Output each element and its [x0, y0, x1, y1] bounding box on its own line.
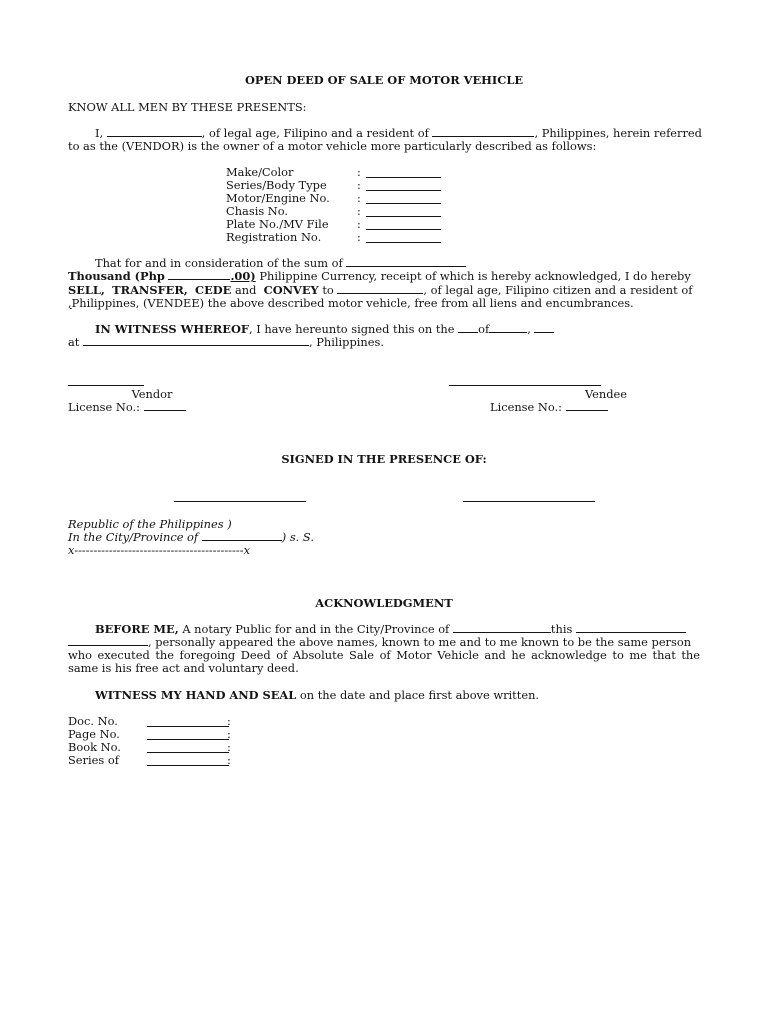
transfer-word: TRANSFER,: [112, 283, 188, 297]
vendor-license: [68, 400, 186, 414]
witness1-signature-line[interactable]: [174, 501, 306, 502]
spec-label: Make/Color: [226, 165, 294, 179]
sell-line: [68, 283, 692, 297]
witness-phil: , Philippines.: [309, 335, 384, 349]
vendor-residence-blank[interactable]: [432, 126, 534, 137]
acknowledgment-heading: ACKNOWLEDGMENT: [315, 596, 453, 610]
spec-colon: :: [357, 204, 361, 218]
para2-l4: Philippines, (VENDEE) the above described motor vehicle, free from all liens and encumbrances.: [71, 296, 634, 310]
venue-city: [68, 530, 314, 544]
witness2-signature-line[interactable]: [463, 501, 595, 502]
intro-heading: KNOW ALL MEN BY THESE PRESENTS:: [68, 100, 307, 114]
series-label: Series of: [68, 753, 119, 767]
spec-blank[interactable]: [366, 177, 441, 178]
notary-date-blank[interactable]: [576, 622, 686, 633]
ack-this: this: [550, 622, 573, 636]
license-blank[interactable]: [144, 400, 186, 411]
hand-seal-line: [95, 688, 539, 702]
ack-line2: [68, 635, 691, 649]
venue-republic: Republic of the Philippines ): [68, 517, 232, 531]
vendor-label: Vendor: [131, 387, 173, 401]
spec-colon: :: [357, 178, 361, 192]
price-blank[interactable]: [168, 269, 230, 280]
spec-label: Motor/Engine No.: [226, 191, 330, 205]
para2-l2-rest: Philippine Currency, receipt of which is hereby acknowledged, I do hereby: [259, 269, 691, 283]
notary-line: [95, 622, 686, 636]
doc-no-label: Doc. No.: [68, 714, 118, 728]
license-blank[interactable]: [566, 400, 608, 411]
witness-hand-seal: WITNESS MY HAND AND SEAL: [95, 688, 297, 702]
witness-rest: , I have hereunto signed this on the: [248, 322, 455, 336]
book-no-blank[interactable]: [147, 752, 229, 753]
para1-l1-b: , of legal age, Filipino and a resident of: [201, 126, 429, 140]
license-label: License No.:: [490, 400, 562, 414]
vendor-name-blank[interactable]: [107, 126, 202, 137]
venue-ss: ) s. S.: [281, 530, 314, 544]
spec-blank[interactable]: [366, 203, 441, 204]
doc-no-colon: :: [227, 714, 231, 728]
venue-city-label: In the City/Province of: [68, 530, 199, 544]
series-colon: :: [227, 753, 231, 767]
witness-line: [95, 322, 554, 336]
place-line: [68, 335, 384, 349]
spec-label: Registration No.: [226, 230, 322, 244]
para1-line2: to as the (VENDOR) is the owner of a motor vehicle more particularly described as follows:: [68, 139, 597, 153]
vendee-signature-line[interactable]: [449, 385, 601, 386]
witness-of: of: [478, 322, 490, 336]
page-no-colon: :: [227, 727, 231, 741]
spec-blank[interactable]: [366, 190, 441, 191]
spec-label: Plate No./MV File: [226, 217, 329, 231]
place-blank[interactable]: [83, 335, 309, 346]
vendor-signature-line[interactable]: [68, 385, 144, 386]
vendor-intro-line: [95, 126, 702, 140]
price-cents: .00): [230, 269, 256, 283]
page-no-blank[interactable]: [147, 739, 229, 740]
witness-whereof: IN WITNESS WHEREOF: [95, 322, 249, 336]
convey-word: CONVEY: [263, 283, 319, 297]
venue-city-blank[interactable]: [202, 530, 282, 541]
thousand-label: Thousand (Php: [68, 269, 165, 283]
before-me: BEFORE ME,: [95, 622, 179, 636]
para2-l1: That for and in consideration of the sum of: [95, 256, 343, 270]
para2-l3-rest: , of legal age, Filipino citizen and a resident of: [423, 283, 693, 297]
notary-city-blank[interactable]: [453, 622, 551, 633]
doc-no-blank[interactable]: [147, 726, 229, 727]
sell-word: SELL,: [68, 283, 105, 297]
vendee-name-blank[interactable]: [337, 283, 423, 294]
year-blank[interactable]: [534, 322, 554, 333]
at-word: at: [68, 335, 80, 349]
ack-line3: who executed the foregoing Deed of Absolute Sale of Motor Vehicle and he acknowledge to me that the: [68, 648, 700, 662]
spec-label: Chasis No.: [226, 204, 289, 218]
hand-rest: on the date and place first above written.: [299, 688, 540, 702]
spec-colon: :: [357, 191, 361, 205]
vendee-residence-blank[interactable]: ,: [68, 296, 72, 310]
to-word: to: [322, 283, 334, 297]
ack-l1-a: A notary Public for and in the City/Province of: [182, 622, 450, 636]
vendee-license: [490, 400, 608, 414]
witness-comma: ,: [527, 322, 531, 336]
spec-colon: :: [357, 165, 361, 179]
book-no-label: Book No.: [68, 740, 121, 754]
vendee-line: [68, 296, 634, 310]
document-title: OPEN DEED OF SALE OF MOTOR VEHICLE: [244, 73, 524, 87]
para1-l1-a: I,: [95, 126, 104, 140]
ack-l2: , personally appeared the above names, known to me and to me known to be the same person: [148, 635, 692, 649]
book-no-colon: :: [227, 740, 231, 754]
notary-date-blank-2[interactable]: [68, 635, 148, 646]
series-blank[interactable]: [147, 765, 229, 766]
spec-colon: :: [357, 230, 361, 244]
day-blank[interactable]: [458, 322, 478, 333]
presence-heading: SIGNED IN THE PRESENCE OF:: [281, 452, 487, 466]
vendee-label: Vendee: [584, 387, 628, 401]
spec-colon: :: [357, 217, 361, 231]
para1-l1-c: , Philippines, herein referred: [534, 126, 702, 140]
consideration-line: [95, 256, 466, 270]
license-label: License No.:: [68, 400, 140, 414]
venue-divider: x--------------------------------------------x: [68, 543, 250, 557]
spec-blank[interactable]: [366, 216, 441, 217]
spec-blank[interactable]: [366, 229, 441, 230]
and-word: and: [234, 283, 257, 297]
ack-line4: same is his free act and voluntary deed.: [68, 661, 299, 675]
price-line: [68, 269, 691, 283]
sum-blank[interactable]: [346, 256, 466, 267]
spec-blank[interactable]: [366, 242, 441, 243]
cede-word: CEDE: [195, 283, 232, 297]
spec-label: Series/Body Type: [226, 178, 327, 192]
month-blank[interactable]: [489, 322, 527, 333]
page-no-label: Page No.: [68, 727, 120, 741]
